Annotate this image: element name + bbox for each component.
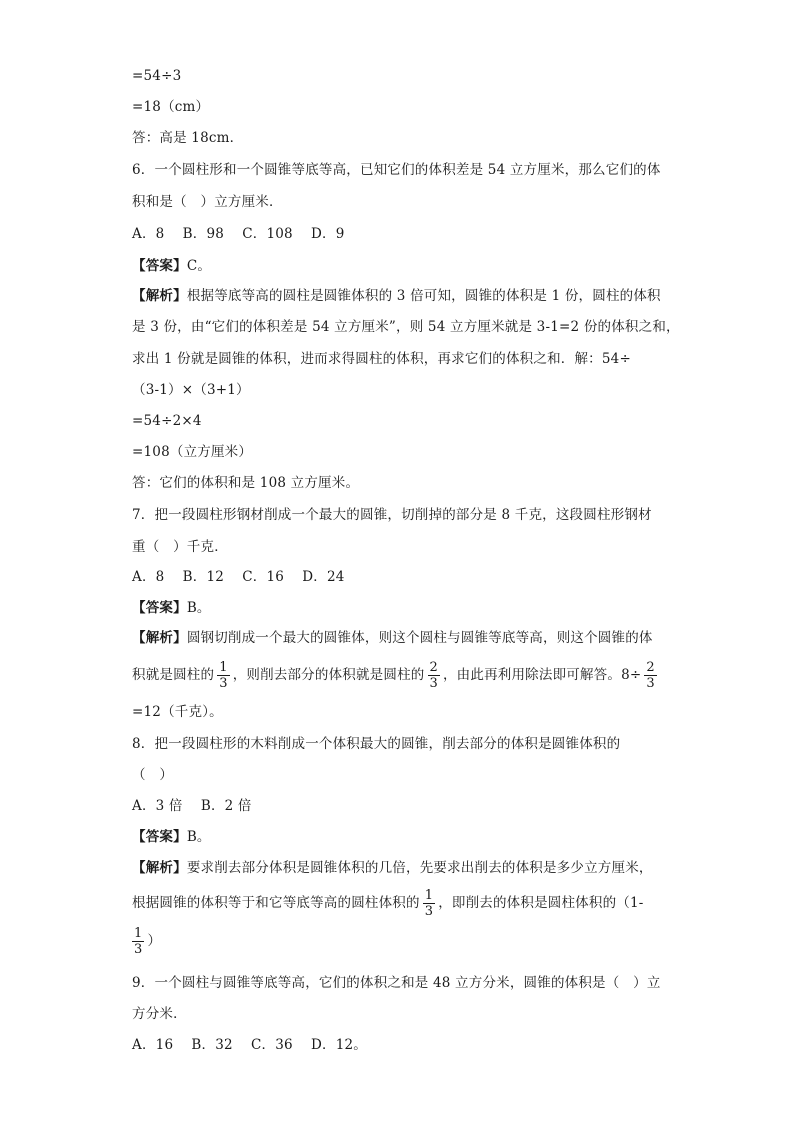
text-span: ） (147, 933, 162, 949)
text-span: 积就是圆柱的 (132, 667, 215, 683)
analysis-label: 【解析】 (132, 288, 187, 304)
answer-label: 【答案】 (132, 829, 187, 845)
denominator: 3 (134, 942, 143, 957)
question-9: 9．一个圆柱与圆锥等底等高，它们的体积之和是 48 立方分米，圆锥的体积是（ ）立 (132, 975, 661, 991)
fraction-one-third (217, 660, 229, 691)
text-span: ，则削去部分的体积就是圆柱的 (232, 667, 425, 683)
text-line: 求出 1 份就是圆锥的体积，进而求得圆柱的体积，再求它们的体积之和．解：54÷ (132, 351, 631, 367)
text-line: 积和是（ ）立方厘米． (132, 194, 283, 210)
question-8: 8．把一段圆柱形的木料削成一个体积最大的圆锥，削去部分的体积是圆锥体积的 (132, 736, 621, 752)
fraction-line (132, 886, 662, 920)
fraction-line (132, 658, 662, 692)
answer-line (132, 827, 662, 847)
text-line: =54÷2×4 (132, 413, 202, 429)
analysis-line (132, 286, 662, 306)
numerator: 2 (429, 660, 438, 675)
analysis-text: 要求削去部分体积是圆锥体积的几倍，先要求出削去的体积是多少立方厘米， (186, 860, 653, 876)
text-line: 方分米． (132, 1006, 187, 1022)
denominator: 3 (429, 676, 438, 691)
fraction-one-third (423, 888, 435, 919)
text-line: 是 3 份，由“它们的体积差是 54 立方厘米”，则 54 立方厘米就是 3-1=2 份的体积之和， (132, 319, 680, 335)
answer-value: C。 (186, 258, 212, 274)
options-line: A．8 B．98 C．108 D．9 (132, 226, 345, 242)
text-line: （3-1）×（3+1） (132, 382, 250, 398)
analysis-text: 圆钢切削成一个最大的圆锥体，则这个圆柱与圆锥等底等高，则这个圆锥的体 (186, 630, 653, 646)
text-span: ，即削去的体积是圆柱体积的（1- (438, 895, 644, 911)
text-line: =12（千克）。 (132, 704, 223, 720)
numerator: 2 (646, 660, 655, 675)
text-span: ，由此再利用除法即可解答。8÷ (442, 667, 642, 683)
text-line: =18（cm） (132, 99, 210, 115)
denominator: 3 (424, 904, 434, 919)
fraction-line (132, 924, 662, 958)
fraction-two-thirds (428, 660, 440, 691)
answer-line (132, 598, 662, 618)
denominator: 3 (646, 676, 655, 691)
analysis-text: 根据等底等高的圆柱是圆锥体积的 3 倍可知，圆锥的体积是 1 份，圆柱的体积 (186, 288, 661, 304)
text-span: 根据圆锥的体积等于和它等底等高的圆柱体积的 (132, 895, 420, 911)
options-line: A．3 倍 B．2 倍 (132, 798, 252, 814)
analysis-line (132, 628, 662, 648)
analysis-line (132, 858, 662, 878)
analysis-label: 【解析】 (132, 630, 187, 646)
numerator: 1 (219, 660, 228, 675)
text-line: 重（ ）千克． (132, 539, 228, 555)
analysis-label: 【解析】 (132, 860, 187, 876)
question-6: 6．一个圆柱形和一个圆锥等底等高，已知它们的体积差是 54 立方厘米，那么它们的体 (132, 162, 661, 178)
answer-value: B。 (186, 600, 211, 616)
text-line: （ ） (132, 767, 174, 783)
answer-value: B。 (186, 829, 211, 845)
question-7: 7．把一段圆柱形钢材削成一个最大的圆锥，切削掉的部分是 8 千克，这段圆柱形钢材 (132, 507, 652, 523)
numerator: 1 (424, 888, 434, 903)
text-line: =108（立方厘米） (132, 444, 253, 460)
text-line: 答：高是 18cm． (132, 130, 244, 146)
options-line: A．8 B．12 C．16 D．24 (132, 569, 345, 585)
fraction-two-thirds (644, 660, 656, 691)
answer-label: 【答案】 (132, 258, 187, 274)
text-line: 答：它们的体积和是 108 立方厘米。 (132, 475, 360, 491)
answer-line (132, 256, 662, 276)
text-line: =54÷3 (132, 68, 182, 84)
denominator: 3 (219, 676, 228, 691)
numerator: 1 (134, 926, 143, 941)
options-line: A．16 B．32 C．36 D．12。 (132, 1037, 368, 1053)
fraction-one-third (132, 926, 144, 957)
answer-label: 【答案】 (132, 600, 187, 616)
